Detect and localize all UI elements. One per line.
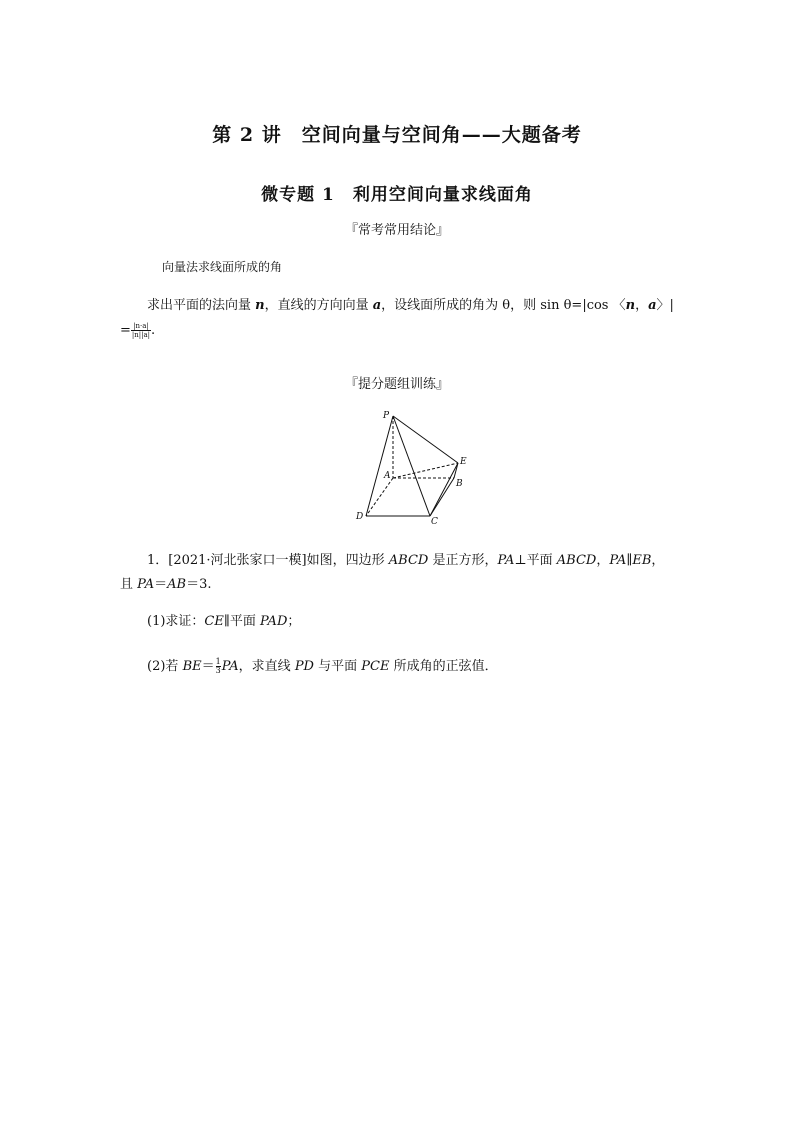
section-title: 微专题 1 利用空间向量求线面角 <box>261 185 533 205</box>
edge-PC <box>393 416 430 516</box>
page-title: 第 2 讲 空间向量与空间角——大题备考 <box>212 124 582 146</box>
edge-CE <box>430 463 458 516</box>
conclusion-heading: 向量法求线面所成的角 <box>162 260 283 274</box>
problem-1-line-1: 1．[2021·河北张家口一模]如图，四边形 ABCD 是正方形，PA⊥平面 ABCD，PA∥EB， <box>147 553 665 568</box>
problem-1-line-2: 且 PA＝AB＝3. <box>120 577 212 592</box>
formula-fraction: $\frac{|n\cdot a|}{|n||a|}$ <box>131 322 151 339</box>
edge-PE <box>393 416 458 463</box>
section-heading-conclusions: 『常考常用结论』 <box>344 223 449 238</box>
fraction-one-third: $\frac{1}{3}$ <box>215 657 221 675</box>
section-heading-practice: 『提分题组训练』 <box>344 377 449 392</box>
pyramid-figure <box>350 408 480 528</box>
conclusion-line-1: 求出平面的法向量 n，直线的方向向量 a，设线面所成的角为 θ，则 sin θ=|cos 〈n，a〉| <box>147 298 674 313</box>
label-C: C <box>431 517 438 527</box>
label-E: E <box>460 457 467 467</box>
label-B: B <box>456 479 463 489</box>
edge-CB <box>430 478 454 516</box>
label-D: D <box>356 512 364 522</box>
label-A: A <box>384 471 391 481</box>
edge-AE <box>393 463 458 478</box>
problem-1-part-1: (1)求证：CE∥平面 PAD； <box>147 614 301 629</box>
label-P: P <box>383 411 390 421</box>
conclusion-line-2: = $\frac{|n\cdot a|}{|n||a|}$ . <box>120 322 156 339</box>
edge-PD <box>366 416 393 516</box>
problem-1-part-2: (2)若 BE＝ $\frac{1}{3}$ PA，求直线 PD 与平面 PCE 所成角的正弦值． <box>147 657 498 675</box>
edge-AD <box>366 478 393 516</box>
